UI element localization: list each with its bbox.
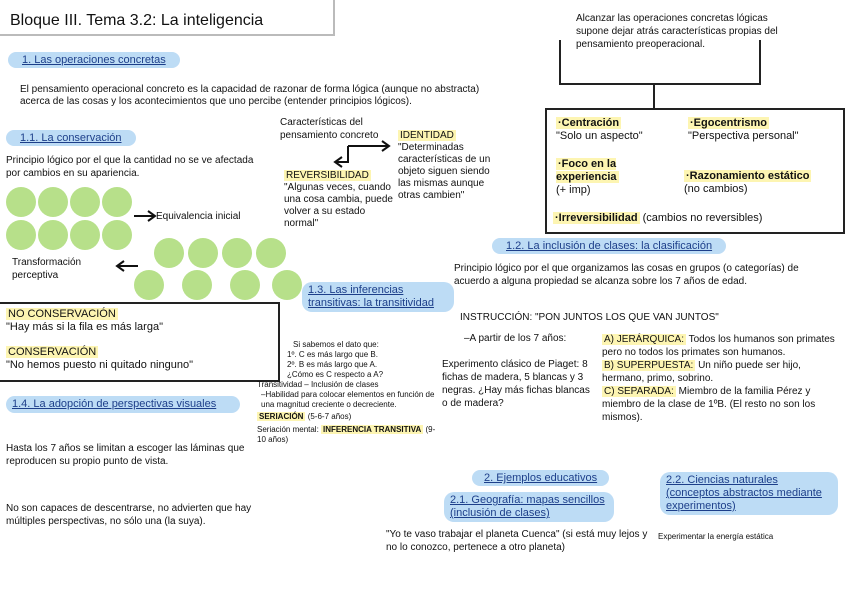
sec14-p2: No son capaces de descentrarse, no advierten que hay múltiples perspectivas, no sólo una (la suya). [6,503,252,527]
identidad-text: "Determinadas características de un objeto siguen siendo las mismas aunque otras cambien" [398,142,491,201]
sec21-text: "Yo te vaso trabajar el planeta Cuenca" (si está muy lejos y no lo conozco, pertenece a otro planeta) [386,529,648,553]
centracion-text: "Solo un aspecto" [556,130,643,142]
foco-text: (+ imp) [556,184,591,196]
section-1-3-heading: 1.3. Las inferencias transitivas: la transitividad [302,282,454,312]
section-1-heading: 1. Las operaciones concretas [8,54,180,67]
section-1-body: El pensamiento operacional concreto es la capacidad de razonar de forma lógica (aunque no abstracta) acerca de las cosas y los acontecimientos que uno percibe (entender principios lógicos). [20,84,480,107]
no-conservacion-label: NO CONSERVACIÓN [8,308,116,320]
egocentrismo-label: ·Egocentrismo [690,117,768,129]
superpuesta [602,359,840,385]
jerarquica-text: Todos los humanos son primates pero no todos los primates son humanos. [602,334,835,358]
seriacion-text: (5-6-7 años) [307,412,352,421]
foco-label: ·Foco en la experiencia [556,158,617,183]
superpuesta-label: B) SUPERPUESTA: [604,360,694,371]
sec12-instruccion: INSTRUCCIÓN: "PON JUNTOS LOS QUE VAN JUNTOS" [460,312,719,323]
identidad-label: IDENTIDAD [400,130,454,141]
section-2-heading: 2. Ejemplos educativos [472,472,609,485]
section-1-1-heading: 1.1. La conservación [6,132,136,145]
transitivity-notes [257,340,437,445]
conservacion-body: Principio lógico por el que la cantidad no se ve afectada por cambios en su apariencia. [6,155,254,179]
clasificacion-list [602,333,840,424]
separada [602,385,840,424]
jerarquica-label: A) JERÁRQUICA: [604,334,685,345]
equivalencia-label: Equivalencia inicial [156,211,241,222]
transitivity-line-3: 2º. B es más largo que A. [287,360,378,369]
transitivity-line-1: Si sabemos el dato que: [293,340,379,349]
reversibilidad [284,170,396,230]
irreversibilidad-label: ·Irreversibilidad [555,212,638,224]
no-conservacion-text: "Hay más si la fila es más larga" [6,321,163,333]
sec12-apartir: –A partir de los 7 años: [464,333,567,344]
separada-label: C) SEPARADA: [604,386,674,397]
section-2-2-heading: 2.2. Ciencias naturales (conceptos abstractos mediante experimentos) [660,472,838,515]
transitivity-line-4: ¿Cómo es C respecto a A? [287,370,384,379]
separada-text: Miembro de la familia Pérez y miembro de la clase de 1ºB. (El resto no son los mismos). [602,386,816,423]
page-title: Bloque III. Tema 3.2: La inteligencia [10,12,264,29]
transformacion-label: Transformación perceptiva [12,257,82,281]
experimento-piaget: Experimento clásico de Piaget: 8 fichas de madera, 5 blancas y 3 negras. ¿Hay más fichas blancas o de madera? [442,359,590,409]
seriacion [257,412,437,422]
transitivity-line-6: –Habilidad para colocar elementos en función de una magnitud creciente o decreciente. [261,390,435,409]
centracion-label: ·Centración [558,117,620,129]
section-2-1-heading: 2.1. Geografía: mapas sencillos (inclusión de clases) [444,492,614,522]
egocentrismo-text: "Perspectiva personal" [688,130,799,142]
transitivity-line-2: 1º. C es más largo que B. [287,350,378,359]
reversibilidad-text: "Algunas veces, cuando una cosa cambia, puede volver a su estado normal" [284,182,393,229]
irreversibilidad-text: (cambios no reversibles) [642,212,763,224]
razonamiento-label: ·Razonamiento estático [686,170,810,182]
jerarquica [602,333,840,359]
reversibilidad-label: REVERSIBILIDAD [286,170,369,181]
sec22-text: Experimentar la energía estática [658,532,774,541]
sec14-p1: Hasta los 7 años se limitan a escoger las láminas que reproducen su propio punto de vista. [6,443,245,467]
inferencia-pre: Seriación mental: [257,425,322,434]
topright-note: Alcanzar las operaciones concretas lógicas supone dejar atrás características propias del pensamiento preoperacional. [576,13,778,50]
inferencia-text: (9-10 años) [257,425,436,444]
identidad [398,130,496,202]
sec12-body: Principio lógico por el que organizamos las cosas en grupos (o categorías) de acuerdo a alguna propiedad se alcanza sobre los 7 años de edad. [454,263,799,287]
seriacion-label: SERIACIÓN [259,412,304,421]
conservacion-text: "No hemos puesto ni quitado ninguno" [6,359,193,371]
section-1-2-heading: 1.2. La inclusión de clases: la clasificación [492,240,726,253]
section-1-4-heading: 1.4. La adopción de perspectivas visuales [6,396,240,413]
transitivity-line-5: Transitividad – Inclusión de clases [257,380,379,389]
conservacion-label: CONSERVACIÓN [8,346,97,358]
inferencia-transitiva [257,425,437,445]
inferencia-label: INFERENCIA TRANSITIVA [323,425,422,434]
caracteristicas-title: Características del pensamiento concreto [280,117,379,141]
razonamiento-text: (no cambios) [684,183,748,195]
superpuesta-text: Un niño puede ser hijo, hermano, primo, sobrino. [602,360,801,384]
